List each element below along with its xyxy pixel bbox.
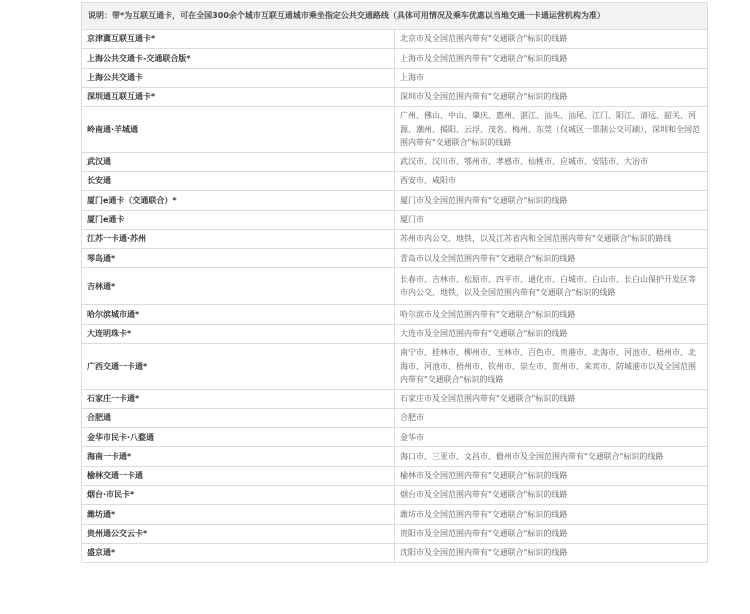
card-name: 合肥通: [82, 408, 395, 427]
card-name: 厦门e通卡: [82, 210, 395, 229]
supported-cities: 大连市及全国范围内带有"交通联合"标识的线路: [395, 324, 708, 343]
card-name: 哈尔滨城市通*: [82, 305, 395, 324]
card-name: 琴岛通*: [82, 249, 395, 268]
table-row: [82, 428, 708, 447]
table-row: [82, 305, 708, 324]
card-name: 吉林通*: [82, 268, 395, 305]
card-name: 厦门e通卡（交通联合）*: [82, 191, 395, 210]
supported-cities: 合肥市: [395, 408, 708, 427]
table-row: [82, 324, 708, 343]
card-name: 盛京通*: [82, 543, 395, 562]
table-row: [82, 152, 708, 171]
card-name: 石家庄一卡通*: [82, 389, 395, 408]
table-row: [82, 87, 708, 106]
supported-cities: 石家庄市及全国范围内带有"交通联合"标识的线路: [395, 389, 708, 408]
card-name: 上海公共交通卡-交通联合版*: [82, 49, 395, 68]
note-row: [82, 3, 708, 30]
card-name: 烟台·市民卡*: [82, 486, 395, 505]
table-row: [82, 408, 708, 427]
supported-cities: 潍坊市及全国范围内带有"交通联合"标识的线路: [395, 505, 708, 524]
table-row: [82, 268, 708, 305]
table-row: [82, 49, 708, 68]
supported-cities: 沈阳市及全国范围内带有"交通联合"标识的线路: [395, 543, 708, 562]
supported-cities: 广州、佛山、中山、肇庆、惠州、湛江、汕头、汕尾、江门、阳江、清远、韶关、河源、潮州、揭阳、云浮、茂名、梅州、东莞（仅城区一票制公交可刷）、深圳和全国范围内带有"交通联合"标识的线路: [395, 107, 708, 153]
card-name: 京津冀互联互通卡*: [82, 30, 395, 49]
card-name: 贵州通公交云卡*: [82, 524, 395, 543]
card-name: 武汉通: [82, 152, 395, 171]
table-row: [82, 344, 708, 390]
supported-cities: 烟台市及全国范围内带有"交通联合"标识的线路: [395, 486, 708, 505]
supported-cities: 海口市、三亚市、文昌市、儋州市及全国范围内带有"交通联合"标识的线路: [395, 447, 708, 466]
card-name: 广西交通一卡通*: [82, 344, 395, 390]
table-body: [82, 3, 708, 563]
supported-cities: 北京市及全国范围内带有"交通联合"标识的线路: [395, 30, 708, 49]
transit-card-table: [81, 2, 708, 563]
table-row: [82, 171, 708, 190]
card-name: 深圳通互联互通卡*: [82, 87, 395, 106]
transit-card-table-container: [81, 2, 708, 563]
table-row: [82, 107, 708, 153]
table-row: [82, 229, 708, 248]
supported-cities: 上海市及全国范围内带有"交通联合"标识的线路: [395, 49, 708, 68]
table-row: [82, 447, 708, 466]
table-row: [82, 191, 708, 210]
supported-cities: 榆林市及全国范围内带有"交通联合"标识的线路: [395, 466, 708, 485]
supported-cities: 苏州市内公交、地铁，以及江苏省内和全国范围内带有"交通联合"标识的路线: [395, 229, 708, 248]
supported-cities: 厦门市: [395, 210, 708, 229]
table-row: [82, 389, 708, 408]
supported-cities: 深圳市及全国范围内带有"交通联合"标识的线路: [395, 87, 708, 106]
card-name: 榆林交通一卡通: [82, 466, 395, 485]
table-row: [82, 486, 708, 505]
supported-cities: 金华市: [395, 428, 708, 447]
table-row: [82, 68, 708, 87]
table-row: [82, 505, 708, 524]
card-name: 江苏一卡通·苏州: [82, 229, 395, 248]
card-name: 长安通: [82, 171, 395, 190]
supported-cities: 青岛市以及全国范围内带有"交通联合"标识的线路: [395, 249, 708, 268]
table-row: [82, 249, 708, 268]
card-name: 潍坊通*: [82, 505, 395, 524]
supported-cities: 南宁市、桂林市、柳州市、玉林市、百色市、贵港市、北海市、河池市、梧州市、北海市、河池市、梧州市、钦州市、崇左市、贺州市、来宾市、防城港市以及全国范围内带有"交通联合"标识的线路: [395, 344, 708, 390]
table-row: [82, 524, 708, 543]
supported-cities: 上海市: [395, 68, 708, 87]
card-name: 岭南通·羊城通: [82, 107, 395, 153]
supported-cities: 武汉市、汉川市、鄂州市、孝感市、仙桃市、应城市、安陆市、大冶市: [395, 152, 708, 171]
supported-cities: 西安市、咸阳市: [395, 171, 708, 190]
card-name: 海南一卡通*: [82, 447, 395, 466]
table-row: [82, 543, 708, 562]
card-name: 金华市民卡·八婺通: [82, 428, 395, 447]
card-name: 大连明珠卡*: [82, 324, 395, 343]
card-name: 上海公共交通卡: [82, 68, 395, 87]
table-row: [82, 30, 708, 49]
supported-cities: 长春市、吉林市、松原市、四平市、通化市、白城市、白山市、长白山保护开发区等市内公交、地铁，以及全国范围内带有"交通联合"标识的线路: [395, 268, 708, 305]
supported-cities: 厦门市及全国范围内带有"交通联合"标识的线路: [395, 191, 708, 210]
supported-cities: 哈尔滨市及全国范围内带有"交通联合"标识的线路: [395, 305, 708, 324]
note-text: 说明：带*为互联互通卡，可在全国300余个城市互联互通城市乘坐指定公共交通路线（具体可用情况及乘车优惠以当地交通一卡通运营机构为准）: [82, 3, 708, 30]
table-row: [82, 210, 708, 229]
table-row: [82, 466, 708, 485]
supported-cities: 贵阳市及全国范围内带有"交通联合"标识的线路: [395, 524, 708, 543]
